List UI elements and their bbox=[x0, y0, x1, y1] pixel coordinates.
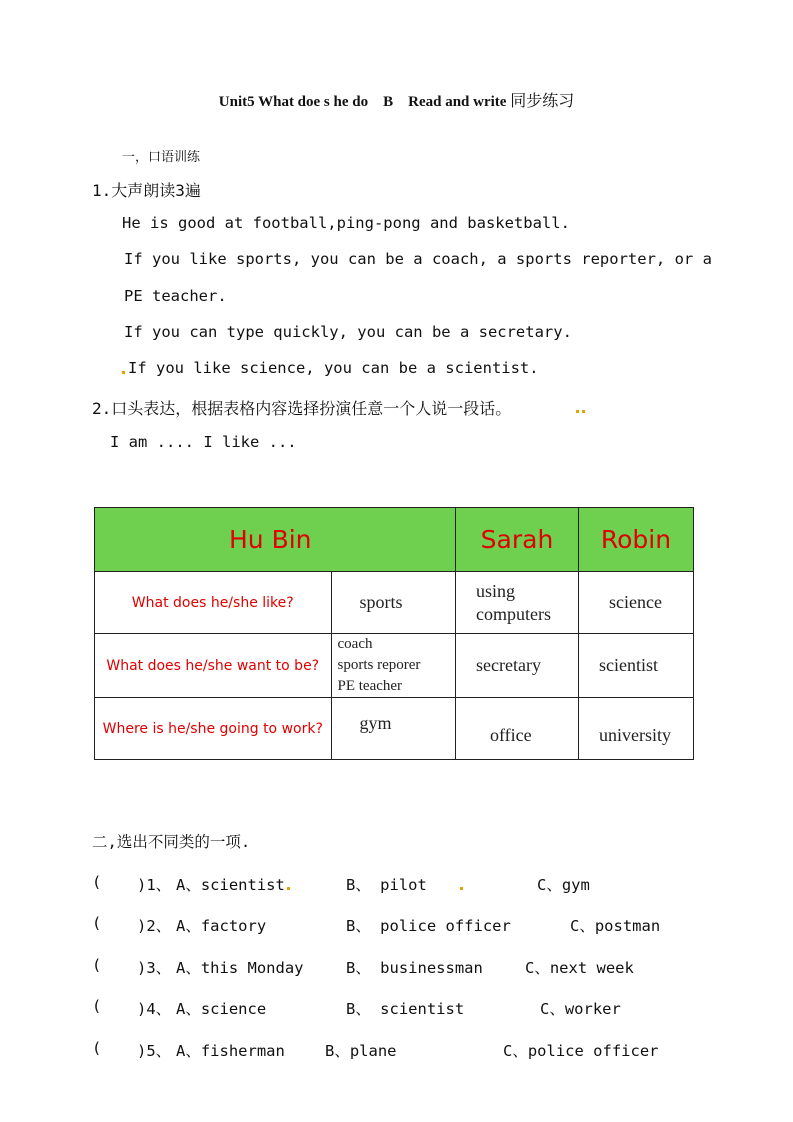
question-number: )5、 bbox=[137, 1042, 172, 1060]
decorative-dot bbox=[287, 887, 290, 890]
option-a: A、science bbox=[176, 1000, 267, 1018]
sentence-4: If you can type quickly, you can be a secretary. bbox=[124, 323, 572, 341]
option-a: A、scientist bbox=[176, 876, 285, 894]
answer-cell bbox=[456, 572, 579, 634]
option-c: C、next week bbox=[525, 959, 634, 977]
answer-open-paren: ( bbox=[92, 956, 102, 974]
option-a: A、factory bbox=[176, 917, 267, 935]
option-a: A、this Monday bbox=[176, 959, 304, 977]
decorative-dot bbox=[122, 371, 125, 374]
question-number: )2、 bbox=[137, 917, 172, 935]
table-header-row bbox=[95, 508, 694, 572]
answer-cell: science bbox=[579, 572, 694, 634]
question-number: )1、 bbox=[137, 876, 172, 894]
question-number: )3、 bbox=[137, 959, 172, 977]
option-a: A、fisherman bbox=[176, 1042, 285, 1060]
option-c: C、gym bbox=[537, 876, 590, 894]
option-b: B、 scientist bbox=[346, 1000, 465, 1018]
question-cell: What does he/she like? bbox=[95, 572, 332, 634]
section1-heading: 一，口语训练 bbox=[122, 150, 201, 165]
info-table bbox=[94, 507, 694, 760]
decorative-dot bbox=[576, 410, 579, 413]
option-c: C、police officer bbox=[503, 1042, 659, 1060]
speaking-prompt: I am .... I like ... bbox=[110, 433, 297, 451]
option-b: B、 pilot bbox=[346, 876, 427, 894]
answer-line: computers bbox=[476, 603, 551, 624]
answer-cell: sports bbox=[331, 572, 456, 634]
sentence-3: PE teacher. bbox=[124, 287, 227, 305]
table-row bbox=[95, 698, 694, 760]
question-1-label: 1.大声朗读3遍 bbox=[92, 181, 201, 200]
sentence-2: If you like sports, you can be a coach, a sports reporter, or a bbox=[124, 250, 712, 268]
header-robin: Robin bbox=[579, 508, 694, 572]
option-b: B、 businessman bbox=[346, 959, 483, 977]
answer-open-paren: ( bbox=[92, 873, 102, 891]
option-c: C、postman bbox=[570, 917, 661, 935]
answer-cell bbox=[331, 634, 456, 698]
answer-cell: university bbox=[579, 698, 694, 760]
section2-heading: 二,选出不同类的一项. bbox=[92, 833, 251, 851]
title-english: Unit5 What doe s he do B Read and write bbox=[218, 94, 507, 110]
answer-line: PE teacher bbox=[337, 678, 403, 694]
option-b: B、 police officer bbox=[346, 917, 511, 935]
header-hu-bin-label: Hu Bin bbox=[229, 525, 312, 554]
question-number: )4、 bbox=[137, 1000, 172, 1018]
answer-cell: office bbox=[456, 698, 579, 760]
decorative-dot bbox=[460, 887, 463, 890]
decorative-dot bbox=[582, 410, 585, 413]
answer-line: sports reporer bbox=[337, 657, 421, 673]
header-hu-bin bbox=[229, 508, 456, 572]
option-b: B、plane bbox=[325, 1042, 397, 1060]
answer-open-paren: ( bbox=[92, 1039, 102, 1057]
question-cell: Where is he/she going to work? bbox=[95, 698, 332, 760]
question-cell: What does he/she want to be? bbox=[95, 634, 332, 698]
answer-cell: scientist bbox=[579, 634, 694, 698]
page-title bbox=[0, 88, 793, 111]
answer-open-paren: ( bbox=[92, 914, 102, 932]
table-row bbox=[95, 572, 694, 634]
answer-line: using bbox=[476, 580, 516, 601]
sentence-1: He is good at football,ping-pong and basketball. bbox=[122, 214, 570, 232]
answer-open-paren: ( bbox=[92, 997, 102, 1015]
answer-cell: gym bbox=[331, 698, 456, 760]
title-chinese: 同步练习 bbox=[510, 91, 575, 110]
answer-cell: secretary bbox=[456, 634, 579, 698]
header-sarah: Sarah bbox=[456, 508, 579, 572]
answer-line: coach bbox=[337, 636, 373, 652]
option-c: C、worker bbox=[540, 1000, 621, 1018]
question-2-label: 2.口头表达，根据表格内容选择扮演任意一个人说一段话。 bbox=[92, 399, 512, 418]
table-row bbox=[95, 634, 694, 698]
sentence-5: If you like science, you can be a scientist. bbox=[128, 359, 539, 377]
